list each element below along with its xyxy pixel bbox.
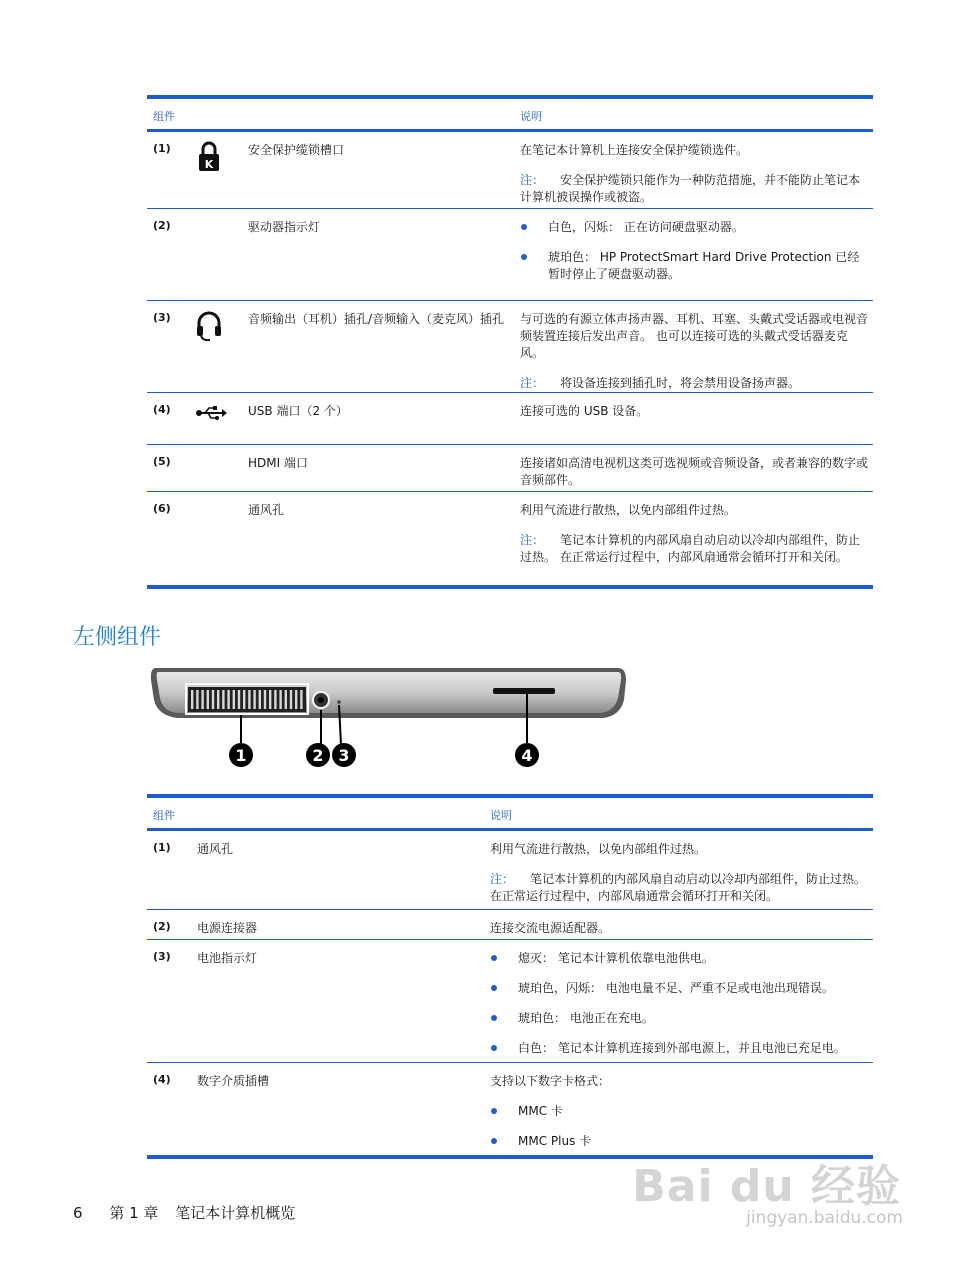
components-table-2 <box>147 794 873 1159</box>
callout-2 <box>306 743 330 767</box>
table-row <box>147 301 873 393</box>
component-name: 电池指示灯 <box>197 951 258 965</box>
svg-text:3: 3 <box>338 746 350 765</box>
section-title: 左侧组件 <box>73 625 162 650</box>
table-row <box>147 209 873 301</box>
component-name: 数字介质插槽 <box>197 1074 270 1088</box>
vent-slot <box>196 690 198 709</box>
chapter-title: 笔记本计算机概览 <box>175 1204 296 1222</box>
lock-icon <box>195 140 223 174</box>
vent-slot <box>222 690 224 709</box>
svg-text:K: K <box>204 158 214 171</box>
row-number: (2) <box>153 920 171 933</box>
vent-slot <box>300 690 302 709</box>
row-number: (2) <box>153 219 171 232</box>
svg-text:4: 4 <box>521 746 533 765</box>
table-row <box>147 831 873 910</box>
vent-slot <box>274 690 276 709</box>
vent-slot <box>212 690 214 709</box>
table-header <box>147 99 873 132</box>
vent-slot <box>207 690 209 709</box>
page-footer <box>73 1202 317 1223</box>
component-description: 支持以下数字卡格式： MMC 卡 MMC Plus 卡 <box>490 1073 868 1163</box>
row-number: (1) <box>153 841 171 854</box>
component-description: 白色，闪烁： 正在访问硬盘驱动器。 琥珀色： HP ProtectSmart Hard Drive Protection 已经暂时停止了硬盘驱动器。 <box>520 219 868 296</box>
watermark-url: jingyan.baidu.com <box>746 1208 903 1228</box>
page-number: 6 <box>73 1204 83 1222</box>
vent-slot <box>259 690 261 709</box>
vent-slot <box>243 690 245 709</box>
header-component: 组件 <box>153 809 175 822</box>
row-number: (4) <box>153 403 171 416</box>
component-name: 音频输出（耳机）插孔/音频输入（麦克风）插孔 <box>248 312 505 326</box>
component-description: 连接诸如高清电视机这类可选视频或音频设备，或者兼容的数字或音频部件。 <box>520 456 869 487</box>
row-number: (1) <box>153 142 171 155</box>
vent-slot <box>248 690 250 709</box>
vent-slot <box>279 690 281 709</box>
components-table-1 <box>147 95 873 589</box>
component-description: 利用气流进行散热，以免内部组件过热。 注： 笔记本计算机的内部风扇自动启动以冷却内部组件，防止过热。 在正常运行过程中，内部风扇通常会循环打开和关闭。 <box>520 503 861 564</box>
vent-slot <box>217 690 219 709</box>
component-name: USB 端口（2 个） <box>248 404 348 418</box>
component-description: 连接交流电源适配器。 <box>490 921 611 935</box>
component-name: 通风孔 <box>248 503 285 517</box>
vent-slot <box>253 690 255 709</box>
laptop-left-side-figure <box>148 660 633 775</box>
header-description: 说明 <box>490 809 512 822</box>
component-name: 通风孔 <box>197 842 234 856</box>
table-header <box>147 798 873 831</box>
headset-icon <box>195 309 223 343</box>
svg-text:2: 2 <box>312 746 324 765</box>
table-row <box>147 910 873 940</box>
table-row <box>147 1063 873 1155</box>
component-name: 电源连接器 <box>197 921 258 935</box>
vent-slot <box>269 690 271 709</box>
component-description: 与可选的有源立体声扬声器、耳机、耳塞、头戴式受话器或电视音频装置连接后发出声音。 也可以连接可选的头戴式受话器麦克风。 注： 将设备连接到插孔时，将会禁用设备扬声器。 <box>520 312 869 390</box>
vent-slot <box>290 690 292 709</box>
table-row <box>147 393 873 445</box>
callout-4 <box>515 743 539 767</box>
vent-slot <box>285 690 287 709</box>
vent-slot <box>238 690 240 709</box>
vent-slot <box>233 690 235 709</box>
header-description: 说明 <box>520 110 542 123</box>
table-row <box>147 492 873 585</box>
component-description: 连接可选的 USB 设备。 <box>520 404 649 418</box>
row-number: (5) <box>153 455 171 468</box>
baidu-watermark: Bai du 经验 <box>632 1161 901 1212</box>
svg-text:1: 1 <box>235 746 247 765</box>
component-description: 熄灭： 笔记本计算机依靠电池供电。 琥珀色，闪烁： 电池电量不足、严重不足或电池出现错误。 琥珀色： 电池正在充电。 白色： 笔记本计算机连接到外部电源上，并且电池已充足电。 <box>490 950 870 1070</box>
component-description: 在笔记本计算机上连接安全保护缆锁选件。 注： 安全保护缆锁只能作为一种防范措施，并不能防止笔记本计算机被误操作或被盗。 <box>520 143 861 204</box>
row-number: (4) <box>153 1073 171 1086</box>
component-name: HDMI 端口 <box>248 456 308 470</box>
vent-slot <box>227 690 229 709</box>
row-number: (6) <box>153 502 171 515</box>
component-name: 安全保护缆锁槽口 <box>248 143 345 157</box>
header-component: 组件 <box>153 110 175 123</box>
component-name: 驱动器指示灯 <box>248 220 321 234</box>
vent-grille <box>188 687 306 712</box>
usb-icon <box>195 405 223 439</box>
table-row <box>147 445 873 492</box>
vent-slot <box>295 690 297 709</box>
row-number: (3) <box>153 950 171 963</box>
callout-3 <box>332 743 356 767</box>
vent-slot <box>201 690 203 709</box>
component-description: 利用气流进行散热，以免内部组件过热。 注： 笔记本计算机的内部风扇自动启动以冷却内部组件，防止过热。 在正常运行过程中，内部风扇通常会循环打开和关闭。 <box>490 842 867 903</box>
table-row <box>147 132 873 209</box>
chapter-label: 第 1 章 <box>109 1204 159 1222</box>
table-row <box>147 940 873 1063</box>
vent-slot <box>264 690 266 709</box>
callout-1 <box>229 743 253 767</box>
vent-slot <box>191 690 193 709</box>
row-number: (3) <box>153 311 171 324</box>
